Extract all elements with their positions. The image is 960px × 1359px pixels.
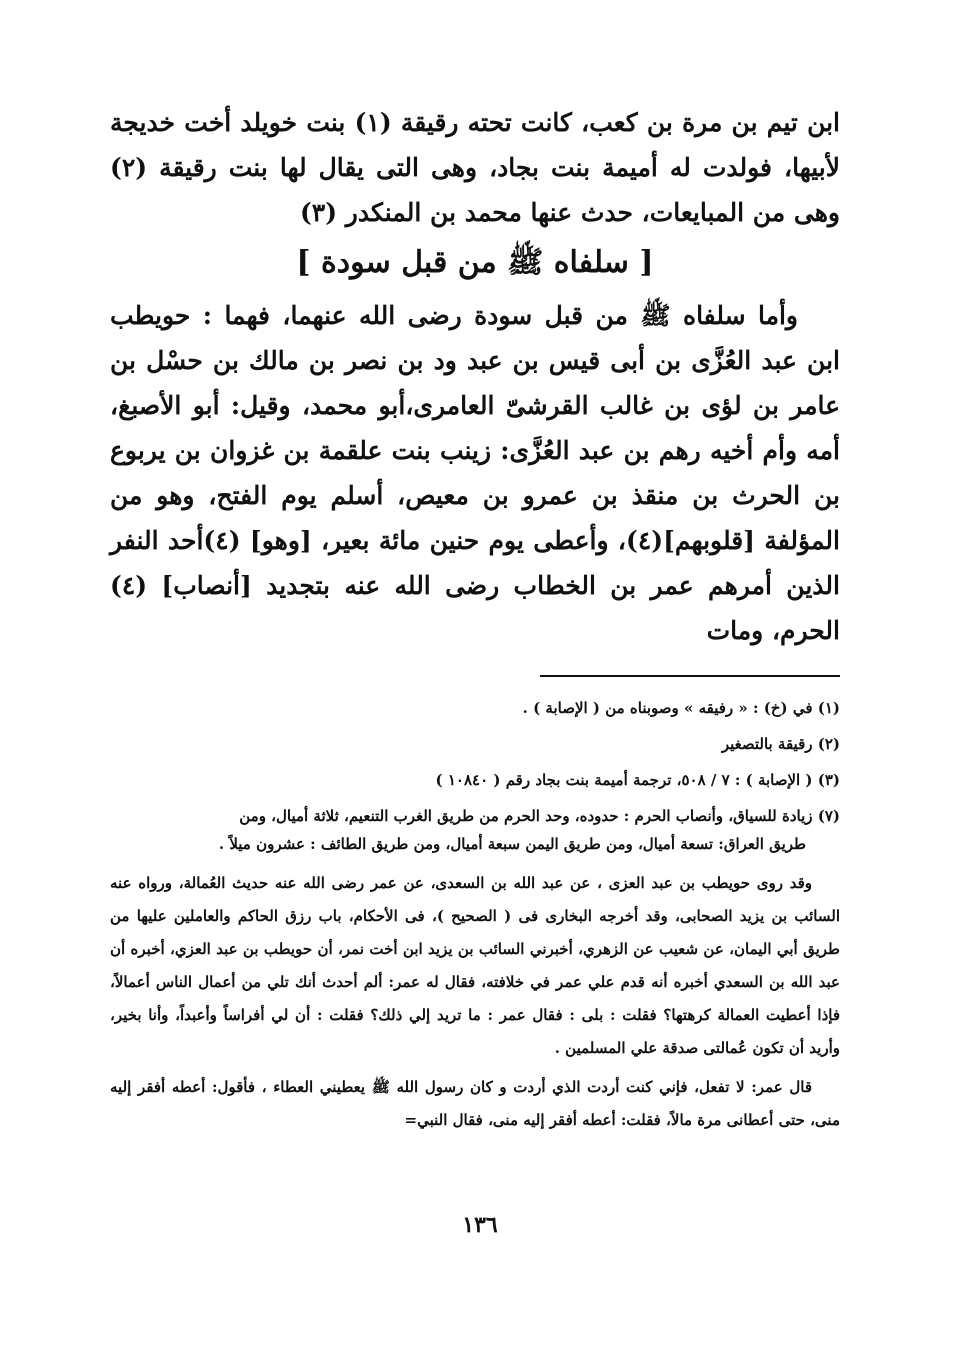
footnotes (110, 695, 840, 1137)
footnote-1: (١) في (خ) : « رفيقه » وصوبناه من ( الإصابة ) . (522, 699, 840, 717)
footnote-7-continued: طريق العراق: تسعة أميال، ومن طريق اليمن سبعة أميال، ومن طريق الطائف : عشرون ميلاً . (218, 835, 806, 853)
footnote-commentary-1: وقد روى حويطب بن عبد العزى ، عن عبد الله بن السعدى، عن عمر رضى الله عنه حديث العُمالة، ورواه عنه السائب بن يزيد الصحابى، وقد أخرجه البخارى فى ( الصحيح )، فى الأحكام، باب رزق الحاكم والعاملين عليها من طريق أبي اليمان، عن شعيب عن الزهري، أخبرني السائب بن يزيد ابن أخت نمر، أن حويطب بن عبد العزي، أخبره أن عبد الله بن السعدي أخبره أنه قدم علي عمر في خلافته، فقال له عمر: ألم أحدث أنك تلي من أعمال الناس أعمالاً، فإذا أعطيت العمالة كرهتها؟ فقلت : بلى : فقال عمر : ما تريد إلي ذلك؟ فقلت : أن لي أفراساً وأعبداً، وأنا بخير، وأريد أن تكون عُمالتى صدقة علي المسلمين . (110, 874, 840, 1057)
footnote-divider (540, 675, 840, 677)
body-paragraph-1: ابن تيم بن مرة بن كعب، كانت تحته رقيقة (١) بنت خويلد أخت خديجة لأبيها، فولدت له أميمة بنت بجاد، وهى التى يقال لها بنت رقيقة (٢) وهى من المبايعات، حدث عنها محمد بن المنكدر (٣) (110, 108, 840, 227)
footnote-3: (٣) ( الإصابة ) : ٧ / ٥٠٨، ترجمة أميمة بنت بجاد رقم ( ١٠٨٤٠ ) (435, 771, 840, 789)
footnote-7: (٧) زيادة للسياق، وأنصاب الحرم : حدوده، وحد الحرم من طريق الغرب التنعيم، ثلاثة أميال، ومن (239, 807, 840, 825)
body-paragraph-2: وأما سلفاه ﷺ من قبل سودة رضى الله عنهما، فهما : حويطب ابن عبد العُزَّى بن أبى قيس بن عبد ود بن نصر بن مالك بن حسْل بن عامر بن لؤى بن غالب القرشىّ العامرى،أبو محمد، وقيل: أبو الأصبغ، أمه وأم أخيه رهم بن عبد العُزَّى: زينب بنت علقمة بن غزوان بن يربوع بن الحرث بن منقذ بن عمرو بن معيص، أسلم يوم الفتح، وهو من المؤلفة [قلوبهم](٤)، وأعطى يوم حنين مائة بعير، [وهو] (٤)أحد النفر الذين أمرهم عمر بن الخطاب رضى الله عنه بتجديد [أنصاب] (٤) الحرم، ومات (110, 301, 840, 645)
page-number: ١٣٦ (462, 1212, 498, 1238)
section-heading: [ سلفاه ﷺ من قبل سودة ] (296, 245, 654, 280)
main-text (110, 100, 840, 653)
footnote-commentary-2: قال عمر: لا تفعل، فإني كنت أردت الذي أردت و كان رسول الله ﷺ يعطيني العطاء ، فأقول: أعطه أفقر إليه منى، حتى أعطانى مرة مالاً، فقلت: أعطه أفقر إليه منى، فقال النبي= (110, 1078, 840, 1129)
footnote-2: (٢) رقيقة بالتصغير (721, 735, 840, 753)
footnote-divider-wrap (110, 653, 840, 689)
page-content (110, 100, 840, 1143)
